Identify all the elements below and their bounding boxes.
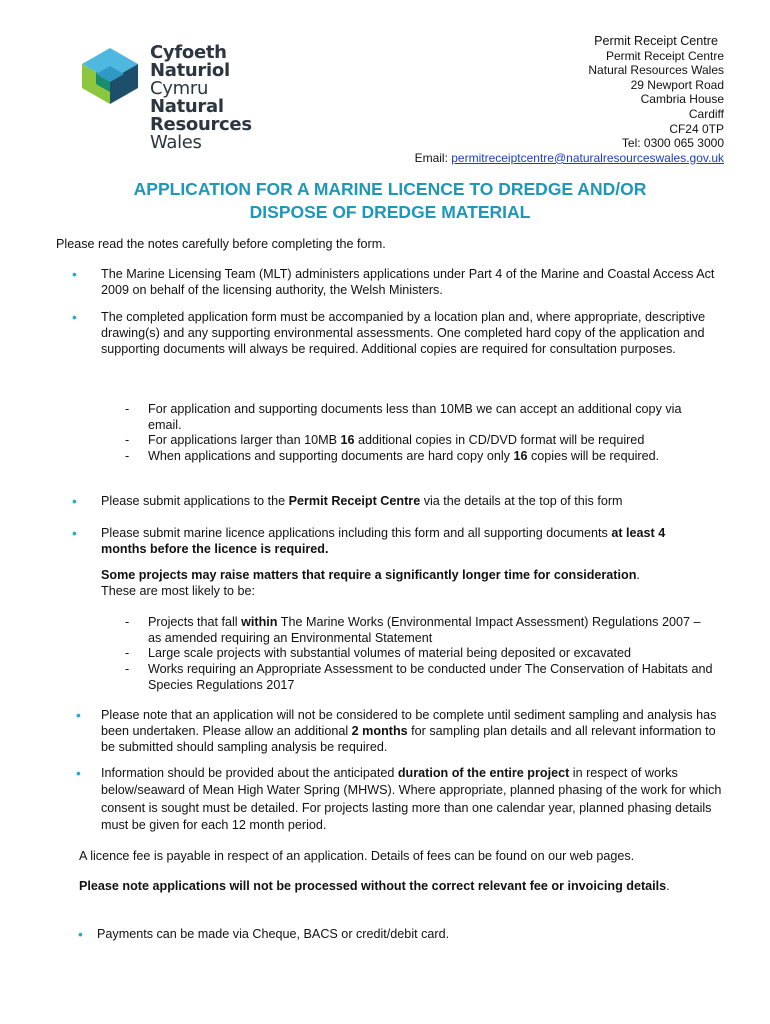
copies-item-cd — [148, 432, 748, 448]
projects-item1-pre: Projects that fall — [148, 615, 242, 629]
bullet5-pre: Please note that an application will not be considered to be complete until sediment sampling and analysis has been undertaken. Please allow an additional — [101, 708, 717, 739]
bullet-submit — [101, 493, 741, 509]
bullet-icon: • — [72, 309, 77, 325]
projects-line2: These are most likely to be: — [101, 584, 255, 599]
logo-line5: Resources — [150, 114, 252, 135]
nrw-logo — [80, 44, 270, 159]
bullet3-bold: Permit Receipt Centre — [288, 494, 421, 508]
bullet-icon: • — [72, 525, 77, 541]
bullet-duration — [101, 765, 726, 835]
email-link[interactable]: permitreceiptcentre@naturalresourceswales.gov.uk — [451, 150, 724, 165]
projects-heading — [101, 567, 741, 599]
dash-marker: - — [125, 433, 130, 447]
bullet-icon: • — [72, 493, 77, 509]
fee-note-post: . — [666, 879, 670, 893]
address-line3: 29 Newport Road — [630, 77, 724, 92]
title-line1: APPLICATION FOR A MARINE LICENCE TO DREDGE AND/OR — [133, 179, 647, 199]
intro-text: Please read the notes carefully before completing the form. — [56, 237, 386, 251]
logo-line3: Cymru — [150, 78, 209, 99]
projects-item1-post: The Marine Works (Environmental Impact Assessment) Regulations 2007 – as amended requiring an Environmental Statement — [148, 615, 701, 646]
bullet4-bold: at least 4 months before the licence is required. — [101, 526, 666, 557]
address-line4: Cambria House — [640, 92, 724, 107]
bullet-sampling — [101, 707, 726, 756]
dash-marker: - — [125, 662, 130, 676]
nrw-cube-logo-icon — [80, 46, 140, 106]
projects-bold: Some projects may raise matters that require a significantly longer time for consideration — [101, 568, 637, 582]
copies-item3-num: 16 — [513, 449, 528, 463]
projects-item-eia — [148, 614, 713, 646]
title-line2: DISPOSE OF DREDGE MATERIAL — [249, 202, 531, 222]
bullet-documents: The completed application form must be accompanied by a location plan and, where appropriate, descriptive drawing(s) and any supporting environmental assessments. One completed hard copy of the application and supporting documents will always be required. Additional copies are required for consultation purposes. — [101, 310, 706, 357]
bullet5-bold: 2 months — [351, 724, 408, 739]
bullet5-post: for sampling plan details and all relevant information to be submitted should sampling analysis be required. — [101, 724, 716, 755]
address-line2: Natural Resources Wales — [588, 63, 724, 78]
address-line6: CF24 0TP — [669, 121, 724, 136]
bullet4-pre: Please submit marine licence applications including this form and all supporting documents — [101, 526, 612, 540]
bullet6-post: in respect of works below/seaward of Mean High Water Spring (MHWS). Where appropriate, planned phasing of the work for which consent is sought must be detailed. For projects lasting more than one calendar year, planned phasing details must be given for each 12 month period. — [101, 766, 722, 833]
address-line5: Cardiff — [688, 106, 724, 121]
address-header: Permit Receipt Centre — [594, 34, 718, 48]
dash-marker: - — [125, 402, 130, 416]
dash-marker: - — [125, 615, 130, 629]
email-label: Email: — [414, 150, 452, 165]
logo-line6: Wales — [150, 132, 202, 153]
copies-item2-num: 16 — [340, 433, 355, 447]
projects-post: . — [636, 568, 640, 582]
logo-line4: Natural — [150, 96, 224, 117]
bullet6-bold: duration of the entire project — [397, 766, 570, 780]
dash-marker: - — [125, 646, 130, 660]
copies-item-email: For application and supporting documents less than 10MB we can accept an additional copy via email. — [148, 402, 682, 433]
address-block — [415, 34, 724, 165]
bullet3-pre: Please submit applications to the — [101, 494, 289, 508]
page-title — [60, 178, 720, 224]
address-email-row — [415, 151, 724, 166]
copies-item3-pre: When applications and supporting documents are hard copy only — [148, 449, 514, 463]
fee-note-bold: Please note applications will not be processed without the correct relevant fee or invoicing details — [79, 879, 667, 893]
copies-item2-pre: For applications larger than 10MB — [148, 433, 341, 447]
projects-item-assessment: Works requiring an Appropriate Assessment to be conducted under The Conservation of Habitats and Species Regulations 2017 — [148, 662, 713, 693]
projects-item1-bold: within — [241, 615, 278, 629]
copies-item-hardcopy — [148, 448, 688, 464]
logo-line2: Naturiol — [150, 60, 230, 81]
address-tel: Tel: 0300 065 3000 — [621, 136, 724, 151]
bullet3-post: via the details at the top of this form — [420, 494, 623, 508]
dash-marker: - — [125, 449, 130, 463]
bullet-mlt: The Marine Licensing Team (MLT) administers applications under Part 4 of the Marine and Coastal Access Act 2009 on behalf of the licensing authority, the Welsh Ministers. — [101, 267, 715, 298]
address-line1: Permit Receipt Centre — [605, 48, 724, 63]
bullet6-pre: Information should be provided about the anticipated — [101, 766, 398, 780]
fee-note — [79, 878, 709, 894]
bullet-icon: • — [76, 707, 81, 723]
bullet-icon: • — [76, 765, 81, 781]
copies-item2-post: additional copies in CD/DVD format will be required — [354, 433, 645, 447]
bullet-icon: • — [72, 266, 77, 282]
bullet-payments: Payments can be made via Cheque, BACS or credit/debit card. — [97, 927, 450, 941]
fee-text: A licence fee is payable in respect of an application. Details of fees can be found on our web pages. — [79, 849, 635, 863]
copies-item3-post: copies will be required. — [527, 449, 660, 463]
projects-item-large: Large scale projects with substantial volumes of material being deposited or excavated — [148, 646, 632, 660]
bullet-timing — [101, 525, 701, 557]
logo-line1: Cyfoeth — [150, 42, 227, 63]
bullet-icon: • — [78, 926, 83, 942]
